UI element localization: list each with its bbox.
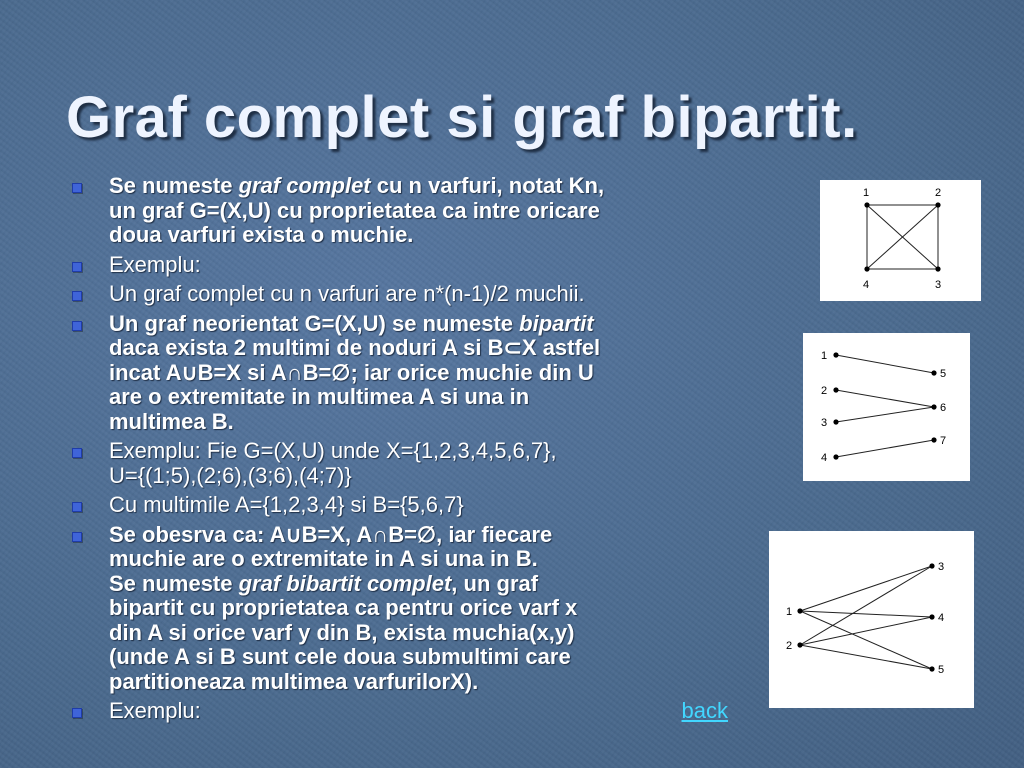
bullet-square-icon [72, 291, 82, 301]
bullet-text: are o extremitate in multimea A si una in [109, 384, 530, 409]
bullet-text: bipartit cu proprietatea ca pentru orice varf x [109, 595, 578, 620]
bullet-item [72, 282, 732, 307]
bullet-line [109, 410, 732, 435]
graph-edge [836, 355, 934, 373]
bullet-item [72, 174, 732, 248]
slide-title: Graf complet si graf bipartit. [66, 85, 858, 150]
graph-edge [800, 611, 932, 617]
graph-node [931, 370, 936, 375]
bullet-line [109, 523, 732, 548]
graph-node [797, 642, 802, 647]
graph-node [935, 202, 940, 207]
graph-edge [800, 645, 932, 669]
graph-node-label: 7 [939, 435, 947, 447]
bullet-text: din A si orice varf y din B, exista muchia(x,y) [109, 619, 575, 645]
bullet-text: incat A∪B=X si A∩B=∅; iar orice muchie din U [109, 359, 594, 385]
bullet-line [109, 572, 732, 597]
bullet-line [109, 699, 732, 724]
graph-edge [836, 407, 934, 422]
graph-node-label: 3 [937, 561, 945, 573]
bullet-item [72, 523, 732, 695]
bullet-line [109, 493, 732, 518]
back-link[interactable]: back [681, 698, 728, 723]
bullet-item [72, 253, 732, 278]
bullet-text: U={(1;5),(2;6),(3;6),(4;7)} [109, 462, 352, 488]
graph-node-label: 1 [820, 350, 828, 362]
bullet-text: Un graf neorientat G=(X,U) se numeste [109, 310, 520, 336]
bullet-text: Exemplu: Fie G=(X,U) unde X={1,2,3,4,5,6,7}, [109, 438, 557, 463]
graph-node [931, 404, 936, 409]
bullet-text: Exemplu: [109, 698, 201, 723]
graph-node-label: 4 [820, 452, 828, 464]
bullet-line [109, 361, 732, 386]
graph-node-label: 3 [934, 279, 942, 291]
graph-edge [800, 566, 932, 645]
graph-node [833, 387, 838, 392]
graph-node [864, 266, 869, 271]
bullet-text: Se obesrva ca: A∪B=X, A∩B=∅, iar fiecare [109, 521, 553, 547]
bullet-line [109, 174, 732, 199]
bullet-text: doua varfuri exista o muchie. [109, 222, 414, 247]
bullet-line [109, 464, 732, 489]
bullet-item [72, 312, 732, 435]
bullet-square-icon [72, 448, 82, 458]
bullet-line [109, 312, 732, 337]
graph-node-label: 2 [820, 385, 828, 397]
graph-node-label: 6 [939, 402, 947, 414]
bullet-line [109, 670, 732, 695]
graph-node [833, 454, 838, 459]
bullet-text: partitioneaza multimea varfurilorX). [109, 668, 479, 694]
graph-node-label: 4 [937, 612, 945, 624]
graph-node-label: 3 [820, 417, 828, 429]
bullet-text: Se numeste [109, 173, 239, 198]
bullet-item [72, 493, 732, 518]
bullet-text: Un graf complet cu n varfuri are n*(n-1)/2 muchii. [109, 281, 585, 306]
bullet-square-icon [72, 262, 82, 272]
bullet-line [109, 282, 732, 307]
graph-node-label: 1 [862, 187, 870, 199]
graph-node-label: 5 [939, 368, 947, 380]
graph-node [935, 266, 940, 271]
bullet-line [109, 547, 732, 572]
bullet-line [109, 223, 732, 248]
bullet-item [72, 699, 732, 724]
bullet-line [109, 253, 732, 278]
bullet-text: un graf G=(X,U) cu proprietatea ca intre oricare [109, 197, 600, 223]
bullet-square-icon [72, 502, 82, 512]
bullet-list [72, 174, 732, 729]
graph-node [931, 437, 936, 442]
bullet-square-icon [72, 708, 82, 718]
bullet-item [72, 439, 732, 488]
bullet-text: Exemplu: [109, 251, 201, 277]
bullet-text: Se numeste [109, 570, 239, 596]
graph-node-label: 4 [862, 279, 870, 291]
graph-node-label: 1 [785, 606, 793, 618]
bullet-line [109, 439, 732, 464]
graph-node [929, 614, 934, 619]
graph-node [797, 608, 802, 613]
graph-node-label: 2 [934, 187, 942, 199]
graph-node-label: 5 [937, 664, 945, 676]
graph-edge [800, 617, 932, 645]
bullet-line [109, 645, 732, 670]
bullet-line [109, 336, 732, 361]
graph-node [929, 563, 934, 568]
bullet-line [109, 621, 732, 646]
bullet-text: graf complet [238, 173, 371, 198]
bullet-text: multimea B. [109, 408, 234, 434]
bullet-square-icon [72, 321, 82, 331]
graph-edge [836, 440, 934, 457]
graph-node [929, 666, 934, 671]
graph-node [864, 202, 869, 207]
bullet-line [109, 385, 732, 410]
bullet-text: , un graf [451, 570, 539, 596]
bullet-square-icon [72, 183, 82, 193]
bullet-square-icon [72, 532, 82, 542]
bullet-text: graf bibartit complet [238, 570, 452, 596]
bipartite-graph-diagram [803, 333, 970, 481]
graph-edge [800, 611, 932, 669]
bullet-line [109, 199, 732, 224]
bullet-text: Cu multimile A={1,2,3,4} si B={5,6,7} [109, 492, 464, 517]
bullet-text: cu n varfuri, notat Kn, [370, 173, 605, 198]
bullet-text: bipartit [519, 310, 594, 336]
complete-graph-diagram [820, 180, 981, 301]
graph-edge [800, 566, 932, 611]
bullet-text: (unde A si B sunt cele doua submultimi care [109, 644, 571, 669]
bullet-text: muchie are o extremitate in A si una in B. [109, 546, 538, 571]
complete-bipartite-graph-diagram [769, 531, 974, 708]
graph-edge [836, 390, 934, 407]
graph-node-label: 2 [785, 640, 793, 652]
bullet-line [109, 596, 732, 621]
graph-node [833, 419, 838, 424]
bullet-text: daca exista 2 multimi de noduri A si B⊂X astfel [109, 335, 601, 360]
graph-node [833, 352, 838, 357]
